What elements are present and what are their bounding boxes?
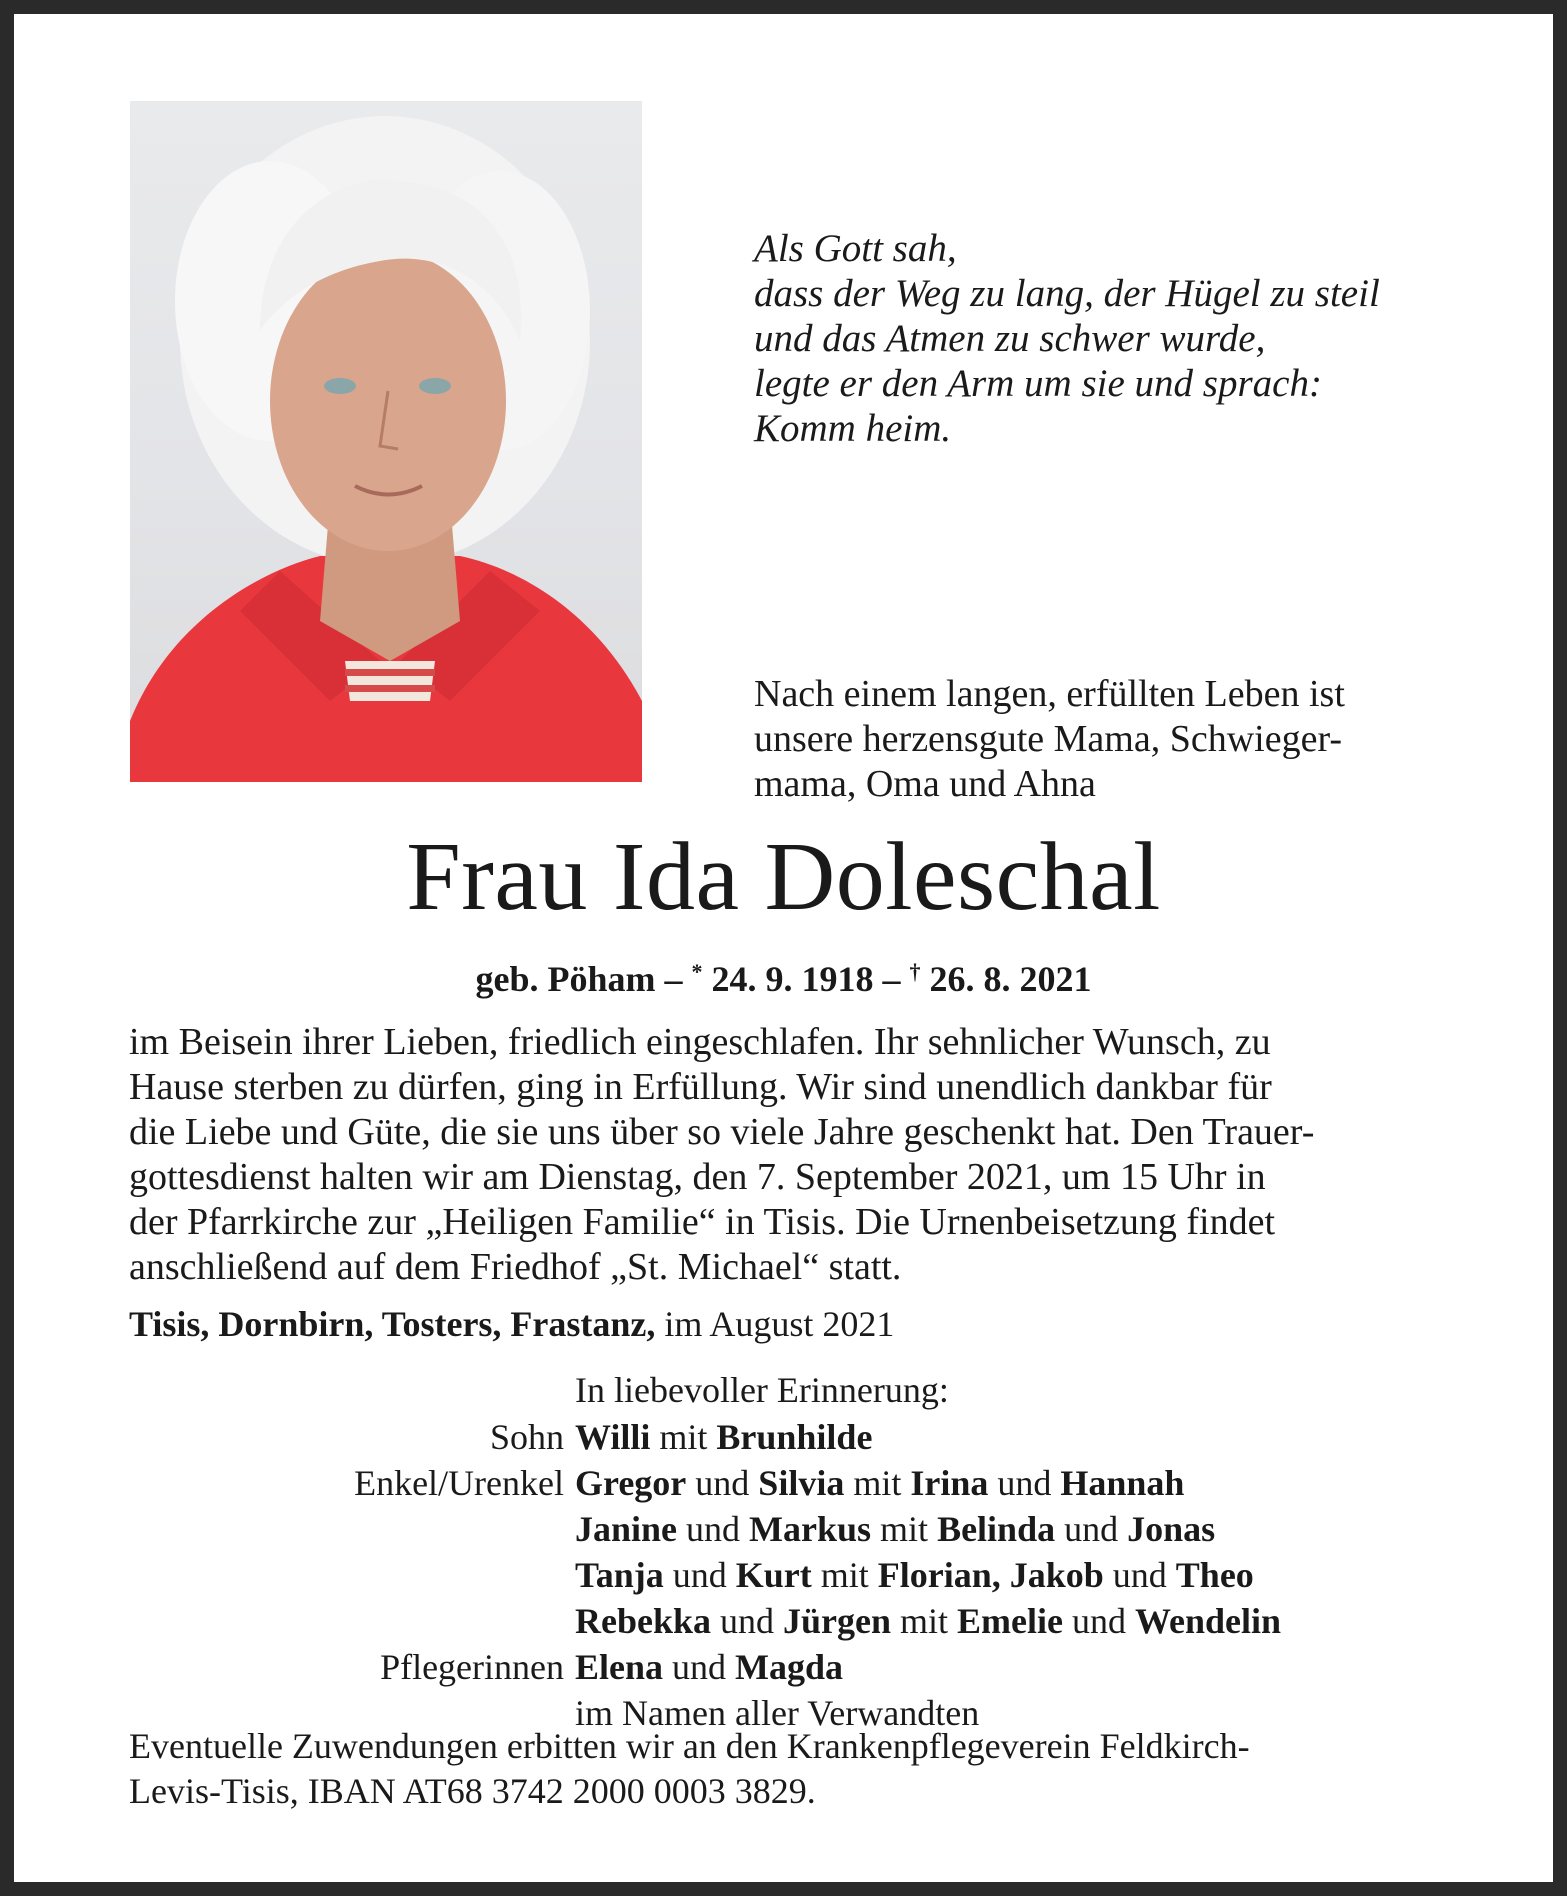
conjunction: und	[1064, 1509, 1119, 1549]
obituary-body	[129, 1020, 1429, 1290]
deceased-name: Frau Ida Doleschal	[406, 823, 1161, 931]
family-role: Enkel/Urenkel	[354, 1463, 564, 1503]
family-member: Magda	[735, 1647, 844, 1687]
donation-line: Levis-Tisis, IBAN AT68 3742 2000 0003 3829.	[129, 1771, 816, 1811]
body-line: gottesdienst halten wir am Dienstag, den 7. September 2021, um 15 Uhr in	[129, 1156, 1266, 1198]
family-member: Jürgen	[783, 1601, 892, 1641]
family-member: Hannah	[1060, 1463, 1185, 1503]
donation-line: Eventuelle Zuwendungen erbitten wir an den Krankenpflegeverein Feldkirch-	[129, 1726, 1250, 1766]
memory-heading: In liebevoller Erinnerung:	[575, 1370, 949, 1410]
family-member: Silvia	[758, 1463, 845, 1503]
family-names	[575, 1598, 1281, 1644]
family-names	[575, 1460, 1184, 1506]
conjunction: mit	[659, 1417, 708, 1457]
family-row-enkel	[129, 1506, 1449, 1552]
poem	[754, 226, 1380, 451]
closing-line: im Namen aller Verwandten	[575, 1693, 980, 1733]
poem-line: legte er den Arm um sie und sprach:	[754, 362, 1322, 405]
family-list	[129, 1414, 1449, 1736]
death-symbol: †	[909, 959, 921, 984]
family-row-enkel	[129, 1598, 1449, 1644]
conjunction: und	[720, 1601, 775, 1641]
conjunction: und	[695, 1463, 750, 1503]
maiden-name: geb. Pöham	[475, 959, 656, 999]
family-row-enkel	[129, 1552, 1449, 1598]
portrait-photo	[130, 101, 642, 782]
conjunction: mit	[900, 1601, 949, 1641]
family-member: Rebekka	[575, 1601, 712, 1641]
family-row-sohn	[129, 1414, 1449, 1460]
conjunction: und	[1072, 1601, 1127, 1641]
conjunction: und	[672, 1647, 727, 1687]
conjunction: mit	[853, 1463, 902, 1503]
family-member: Florian, Jakob	[877, 1555, 1104, 1595]
separator: –	[664, 959, 683, 999]
intro-line: mama, Oma und Ahna	[754, 763, 1096, 805]
family-role-empty	[129, 1598, 575, 1644]
body-line: der Pfarrkirche zur „Heiligen Familie“ in Tisis. Die Urnenbeisetzung findet	[129, 1201, 1276, 1243]
family-role: Sohn	[489, 1417, 564, 1457]
family-member: Willi	[575, 1417, 651, 1457]
body-line: die Liebe und Güte, die sie uns über so viele Jahre geschenkt hat. Den Trauer-	[129, 1111, 1315, 1153]
family-member: Wendelin	[1135, 1601, 1282, 1641]
family-names	[575, 1644, 843, 1690]
family-member: Brunhilde	[716, 1417, 873, 1457]
poem-line: Als Gott sah,	[754, 227, 957, 270]
family-member: Gregor	[575, 1463, 687, 1503]
life-dates	[14, 950, 1553, 1001]
family-member: Kurt	[735, 1555, 812, 1595]
family-member: Emelie	[957, 1601, 1064, 1641]
family-member: Irina	[910, 1463, 989, 1503]
conjunction: und	[1112, 1555, 1167, 1595]
family-member: Theo	[1175, 1555, 1254, 1595]
family-member: Jonas	[1127, 1509, 1216, 1549]
intro-line: unsere herzensgute Mama, Schwieger-	[754, 718, 1342, 760]
body-line: im Beisein ihrer Lieben, friedlich eingeschlafen. Ihr sehnlicher Wunsch, zu	[129, 1021, 1271, 1063]
conjunction: mit	[820, 1555, 869, 1595]
poem-line: Komm heim.	[754, 407, 952, 450]
conjunction: und	[672, 1555, 727, 1595]
family-member: Janine	[575, 1509, 678, 1549]
obituary-page	[14, 14, 1553, 1882]
family-role-empty	[129, 1506, 575, 1552]
family-member: Elena	[575, 1647, 664, 1687]
conjunction: und	[686, 1509, 741, 1549]
family-row-pflege	[129, 1644, 1449, 1690]
intro-line: Nach einem langen, erfüllten Leben ist	[754, 673, 1345, 715]
month-date: im August 2021	[664, 1304, 895, 1344]
family-member: Markus	[749, 1509, 872, 1549]
poem-line: dass der Weg zu lang, der Hügel zu steil	[754, 272, 1380, 315]
conjunction: und	[997, 1463, 1052, 1503]
family-names	[575, 1414, 872, 1460]
death-date: 26. 8. 2021	[929, 959, 1092, 999]
family-names	[575, 1506, 1215, 1552]
place-date-line	[129, 1302, 894, 1346]
family-member: Tanja	[575, 1555, 664, 1595]
birth-symbol: *	[691, 959, 703, 984]
towns: Tisis, Dornbirn, Tosters, Frastanz,	[129, 1304, 656, 1344]
family-role-empty	[129, 1552, 575, 1598]
family-names	[575, 1552, 1254, 1598]
separator: –	[882, 959, 901, 999]
family-role: Pflegerinnen	[380, 1647, 564, 1687]
poem-line: und das Atmen zu schwer wurde,	[754, 317, 1266, 360]
intro-text	[754, 672, 1345, 807]
body-line: anschließend auf dem Friedhof „St. Michael“ statt.	[129, 1246, 902, 1288]
body-line: Hause sterben zu dürfen, ging in Erfüllung. Wir sind unendlich dankbar für	[129, 1066, 1272, 1108]
family-member: Belinda	[937, 1509, 1056, 1549]
donation-note	[129, 1724, 1250, 1814]
portrait-illustration	[130, 101, 642, 782]
conjunction: mit	[880, 1509, 929, 1549]
family-row-enkel	[129, 1460, 1449, 1506]
birth-date: 24. 9. 1918	[711, 959, 874, 999]
